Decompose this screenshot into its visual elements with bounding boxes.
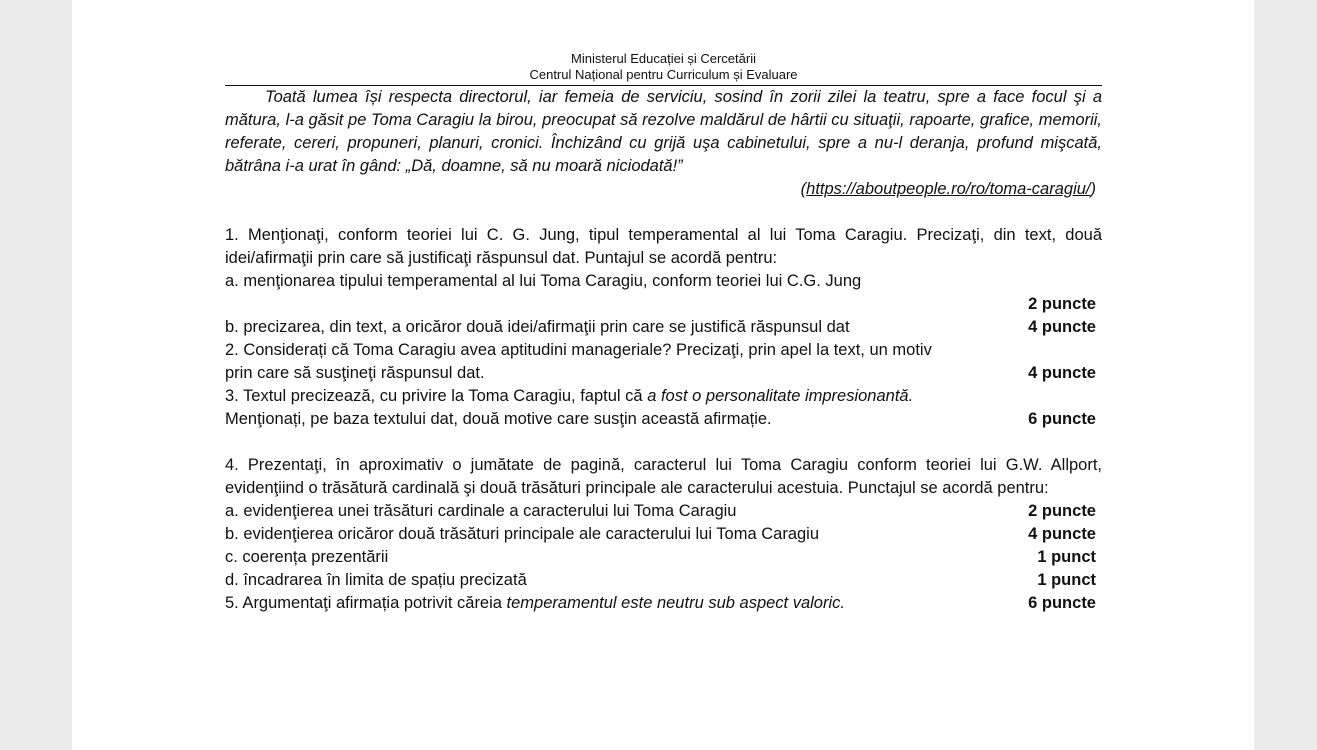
quote-text: Toată lumea își respecta directorul, iar femeia de serviciu, sosind în zorii zilei la teatru, spre a face focul şi a mătura, l-a găsit pe Toma Caragiu la birou, preocupat să rezolve maldărul de hârtii cu situaţii, rapoarte, grafice, memorii, referate, cereri, propuneri, planuri, cronici. Închizând cu grijă uşa cabinetului, spre a nu-l deranja, profund mişcată, bătrâna i-a urat în gând: „Dă, doamne, să nu moară niciodată!”	[225, 88, 1102, 175]
source-open-paren: (	[800, 180, 807, 198]
q4-item-c-points: 1 punct	[1037, 548, 1096, 566]
spacer	[225, 201, 1102, 224]
quote-source	[225, 178, 1102, 201]
q4-text: 4. Prezentaţi, în aproximativ o jumătate de pagină, caracterul lui Toma Caragiu conform teoriei lui G.W. Allport, evidenţiind o trăsătură cardinală şi două trăsături principale ale caracterului acestuia. Punctajul se acordă pentru:	[225, 456, 1102, 497]
source-close-paren: )	[1090, 180, 1096, 198]
q1-item-b-points: 4 puncte	[1028, 318, 1096, 336]
header-line-1: Ministerul Educației și Cercetării	[571, 51, 756, 66]
q4-item-b: b. evidenţierea oricăror două trăsături principale ale caracterului lui Toma Caragiu	[225, 525, 820, 543]
q1-item-a: a. menţionarea tipului temperamental al lui Toma Caragiu, conform teoriei lui C.G. Jung	[225, 272, 862, 290]
source-link[interactable]: https://aboutpeople.ro/ro/toma-caragiu/	[806, 180, 1091, 198]
q2-points: 4 puncte	[1028, 364, 1096, 382]
q1-item-b-row	[225, 316, 1102, 339]
q5-text-italic: temperamentul este neutru sub aspect valoric.	[506, 594, 845, 612]
q4-item-a: a. evidenţierea unei trăsături cardinale a caracterului lui Toma Caragiu	[225, 502, 737, 520]
document-page	[72, 0, 1254, 750]
q5-points: 6 puncte	[1028, 594, 1096, 612]
q4-item-b-row	[225, 523, 1102, 546]
q4-item-c: c. coerența prezentării	[225, 548, 389, 566]
header-line-2: Centrul Național pentru Curriculum și Evaluare	[529, 67, 798, 82]
spacer	[225, 431, 1102, 454]
q3-text-start: 3. Textul precizează, cu privire la Toma Caragiu, faptul că	[225, 387, 648, 405]
q4-item-c-row	[225, 546, 1102, 569]
q1-text: 1. Menţionaţi, conform teoriei lui C. G. Jung, tipul temperamental al lui Toma Caragiu. Precizaţi, din text, două idei/afirmaţii prin care să justificaţi răspunsul dat. Puntajul se acordă pentru:	[225, 226, 1102, 267]
q1-item-a-points: 2 puncte	[1028, 295, 1096, 313]
q4-item-d-row	[225, 569, 1102, 592]
q5-text-start: 5. Argumentaţi afirmația potrivit căreia	[225, 594, 507, 612]
q3-text	[225, 385, 1102, 408]
q2-text-2: prin care să susţineţi răspunsul dat.	[225, 364, 485, 382]
q4-item-a-row	[225, 500, 1102, 523]
q2-text: 2. Considerați că Toma Caragiu avea aptitudini manageriale? Precizaţi, prin apel la text, un motiv	[225, 341, 932, 359]
q4-item-d-points: 1 punct	[1037, 571, 1096, 589]
q5-text	[225, 592, 845, 615]
q3-text-2: Menţionați, pe baza textului dat, două motive care susţin această afirmație.	[225, 410, 772, 428]
q5-row	[225, 592, 1102, 615]
q4-item-a-points: 2 puncte	[1028, 502, 1096, 520]
q1-item-b: b. precizarea, din text, a oricăror două idei/afirmaţii prin care se justifică răspunsul dat	[225, 318, 850, 336]
page-content	[225, 51, 1102, 615]
q3-text-italic: a fost o personalitate impresionantă.	[647, 387, 914, 405]
q3-row	[225, 408, 1102, 431]
q4-item-b-points: 4 puncte	[1028, 525, 1096, 543]
q3-points: 6 puncte	[1028, 410, 1096, 428]
q2-row	[225, 362, 1102, 385]
q4-item-d: d. încadrarea în limita de spațiu precizată	[225, 571, 527, 589]
